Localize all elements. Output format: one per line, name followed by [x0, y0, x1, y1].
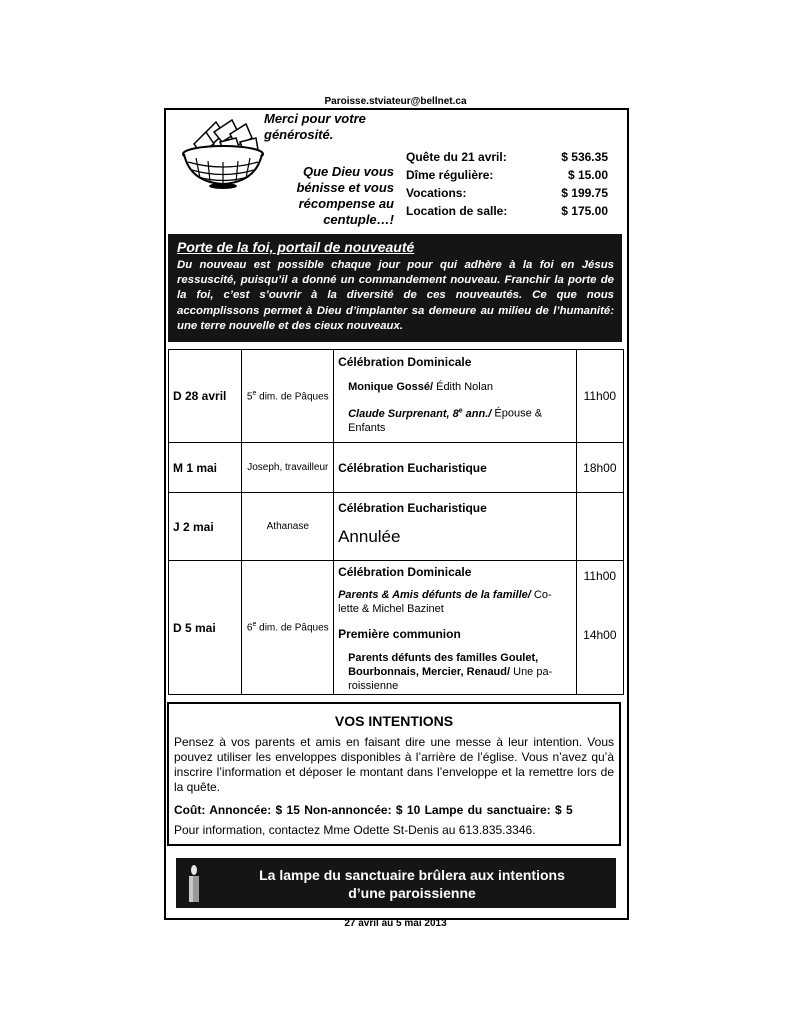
intention-line	[348, 404, 572, 435]
schedule-feast: Athanase	[242, 493, 334, 561]
cancelled-status: Annulée	[338, 527, 401, 546]
schedule-time: 14h00	[583, 628, 617, 642]
feast-number: 6	[246, 622, 253, 634]
schedule-row	[169, 561, 624, 695]
intention-requester: Co-lette & Michel Bazinet	[338, 589, 552, 615]
schedule-time-cell	[576, 561, 623, 695]
schedule-date: D 5 mai	[169, 561, 242, 695]
intention-name: Monique Gossé/	[348, 381, 434, 393]
collection-amount: $ 175.00	[561, 204, 608, 218]
bulletin-dates: 27 avril au 5 mai 2013	[344, 918, 447, 929]
collection-row	[406, 202, 608, 220]
schedule-row	[169, 443, 624, 493]
candle-icon	[186, 864, 202, 904]
intention-name-cont: ann./	[462, 407, 492, 420]
faith-box	[168, 234, 622, 342]
feast-text: dim. de Pâques	[256, 622, 329, 634]
schedule-row	[169, 493, 624, 561]
schedule-time: 18h00	[576, 443, 623, 493]
intention-line	[348, 380, 572, 394]
intention-requester: Une pa-roissienne	[348, 666, 553, 692]
faith-body: Du nouveau est possible chaque jour pour qui adhère à la foi en Jésus ressuscité, puisqu’il a donné un commandement nouveau. Franchir la porte de la foi, c’est s’ouvrir à la diversité de ces nouveautés. Ce que nous accomplissons permet à Dieu d’implanter sa demeure au milieu de l’humanité: une terre nouvelle et des cieux nouveaux.	[177, 259, 614, 332]
collection-label: Quête du 21 avril:	[406, 150, 507, 164]
collection-summary	[406, 148, 608, 220]
intention-name: Parents défunts des familles Goulet, Bourbonnais, Mercier, Renaud/	[348, 652, 539, 678]
intention-requester: Édith Nolan	[433, 381, 493, 393]
collection-amount: $ 199.75	[561, 186, 608, 200]
intentions-text: Pensez à vos parents et amis en faisant dire une messe à leur intention. Vous pouvez utiliser les enveloppes disponibles à l’arrière de l’église. Vous n’avez qu’à inscrire l’information et déposer le montant dans l’enveloppe et la remettre lors de la quête.	[174, 735, 614, 794]
schedule-feast: Joseph, travailleur	[242, 443, 334, 493]
schedule-celebration	[334, 350, 577, 443]
intention-requester: Épouse & Enfants	[348, 407, 543, 434]
intention-name: Claude Surprenant, 8	[348, 407, 459, 420]
schedule-celebration	[334, 561, 577, 695]
lamp-line: d’une paroissienne	[348, 885, 476, 901]
blessing-line: bénisse et vous	[296, 180, 394, 195]
parish-email[interactable]: Paroisse.stviateur@bellnet.ca	[324, 96, 467, 107]
celebration-title: Célébration Eucharistique	[334, 443, 577, 493]
blessing-line: récompense au	[298, 196, 394, 211]
mass-schedule-table	[168, 349, 624, 695]
collection-row	[406, 148, 608, 166]
schedule-time: 11h00	[576, 350, 623, 443]
celebration-title: Célébration Eucharistique	[338, 501, 487, 515]
intentions-contact: Pour information, contactez Mme Odette St-Denis au 613.835.3346.	[174, 823, 536, 837]
schedule-time: 11h00	[583, 569, 617, 583]
offering-basket-icon	[180, 116, 266, 190]
collection-label: Vocations:	[406, 186, 467, 200]
lamp-line: La lampe du sanctuaire brûlera aux intentions	[259, 867, 565, 883]
schedule-row	[169, 350, 624, 443]
blessing-line: Que Dieu vous	[302, 164, 394, 179]
celebration-title: Première communion	[338, 627, 461, 641]
schedule-feast	[242, 561, 334, 695]
schedule-time	[576, 493, 623, 561]
intention-sup: e	[458, 407, 463, 414]
feast-sup: e	[252, 389, 257, 397]
schedule-date: J 2 mai	[169, 493, 242, 561]
sanctuary-lamp-banner	[176, 858, 616, 908]
collection-label: Location de salle:	[406, 204, 508, 218]
intentions-cost: Coût: Annoncée: $ 15 Non-annoncée: $ 10 Lampe du sanctuaire: $ 5	[174, 803, 573, 817]
collection-row	[406, 166, 608, 184]
intention-line	[338, 588, 572, 616]
celebration-title: Célébration Dominicale	[338, 565, 472, 579]
intention-line	[348, 651, 572, 693]
blessing-text	[278, 164, 394, 228]
celebration-title: Célébration Dominicale	[338, 355, 472, 369]
thanks-line: générosité.	[264, 127, 334, 142]
collection-label: Dîme régulière:	[406, 168, 494, 182]
intention-name: Parents & Amis défunts de la famille/	[338, 589, 531, 601]
lamp-text	[220, 866, 604, 902]
collection-row	[406, 184, 608, 202]
faith-title: Porte de la foi, portail de nouveauté	[177, 239, 415, 255]
feast-sup: e	[252, 621, 257, 629]
schedule-date: M 1 mai	[169, 443, 242, 493]
blessing-line: centuple…!	[323, 212, 394, 227]
collection-amount: $ 536.35	[561, 150, 608, 164]
feast-number: 5	[246, 391, 253, 403]
feast-text: dim. de Pâques	[256, 391, 329, 403]
collection-amount: $ 15.00	[567, 168, 608, 182]
thanks-heading	[264, 111, 366, 143]
intentions-box	[167, 702, 621, 846]
schedule-date: D 28 avril	[169, 350, 242, 443]
thanks-line: Merci pour votre	[264, 111, 366, 126]
schedule-celebration	[334, 493, 577, 561]
intentions-title: VOS INTENTIONS	[334, 713, 454, 729]
schedule-feast	[242, 350, 334, 443]
